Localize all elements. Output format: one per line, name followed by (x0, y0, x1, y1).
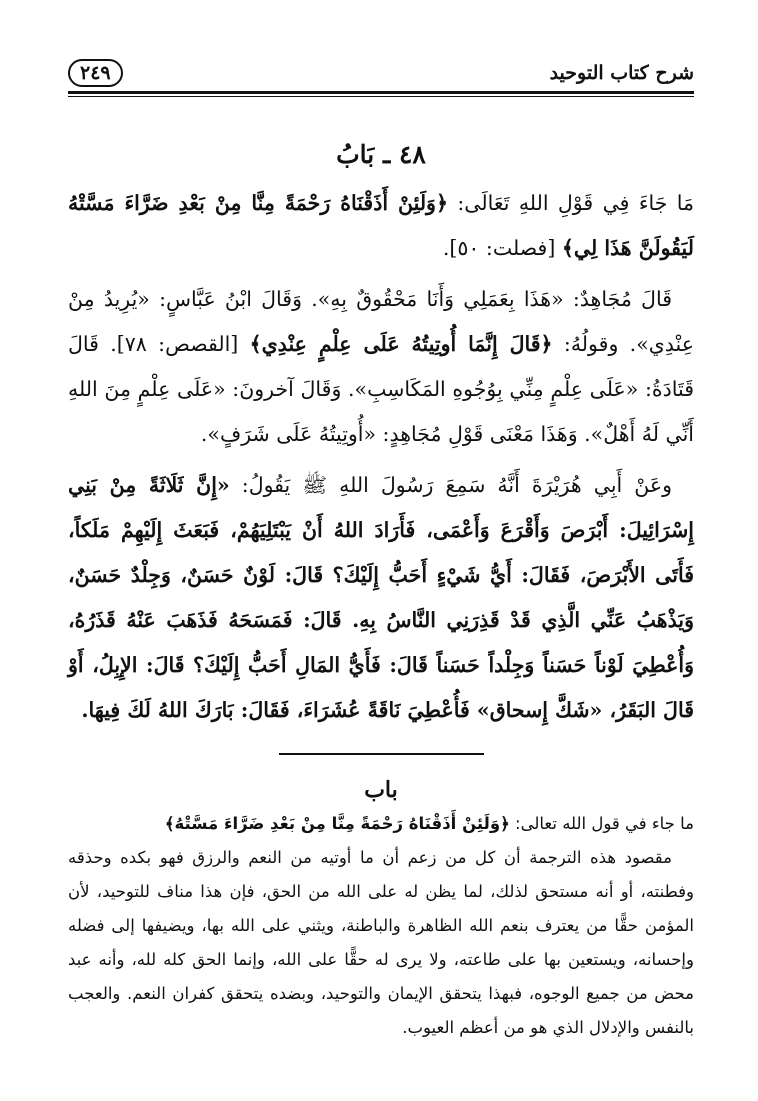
paragraph-mujahid-b: [القصص: ٧٨]. قَالَ قَتَادَةُ: «عَلَى عِلْمٍ مِنِّي بِوُجُوهِ المَكَاسِبِ». وَقَالَ آخرونَ: «عَلَى عِلْمٍ مِنَ اللهِ أَنِّي لَهُ أَهْلٌ». وَهَذَا مَعْنَى قَوْلِ مُجَاهِدٍ: «أُوتِيتُهُ عَلَى شَرَفٍ». (68, 332, 694, 446)
section-separator (279, 753, 484, 755)
paragraph-hadith-text: «إِنَّ ثَلَاثَةً مِنْ بَنِي إِسْرَائِيلَ: أَبْرَصَ وَأَقْرَعَ وَأَعْمَى، فَأَرَادَ اللهُ أَنْ يَبْتَلِيَهُمْ، فَبَعَثَ إِلَيْهِمْ مَلَكاً، فَأَتَى الأَبْرَصَ، فَقَالَ: أَيُّ شَيْءٍ أَحَبُّ إِلَيْكَ؟ قَالَ: لَوْنٌ حَسَنٌ، وَجِلْدٌ حَسَنٌ، وَيَذْهَبُ عَنِّي الَّذِي قَدْ قَذِرَنِي النَّاسُ بِهِ. قَالَ: فَمَسَحَهُ فَذَهَبَ عَنْهُ قَذَرُهُ، وَأُعْطِيَ لَوْناً حَسَناً وَجِلْداً حَسَناً قَالَ: فَأَيُّ المَالِ أَحَبُّ إِلَيْكَ؟ قَالَ: الإِبِلُ، أَوْ قَالَ البَقَرُ، «شَكَّ إِسحاق» فَأُعْطِيَ نَاقَةً عُشَرَاءَ، فَقَالَ: بَارَكَ اللهُ لَكَ فِيهَا. (68, 473, 694, 722)
commentary-text: مقصود هذه الترجمة أن كل من زعم أن ما أوتيه من النعم والرزق فهو بكده وحذقه وفطنته، أو أنه مستحق لذلك، لما يظن له على الله من الحق، فإن هذا مناف للتوحيد، لأن المؤمن حقًّا من يعترف بنعم الله الظاهرة والباطنة، ويثني على الله بها، ويضيفها إلى فضله وإحسانه، ويستعين بها على طاعته، ولا يرى له حقًّا على الله، وإنما الحق كله لله، وأنه عبد محض من جميع الوجوه، فبهذا يتحقق الإيمان والتوحيد، وبضده يتحقق كفران النعم. والعجب بالنفس والإدلال الذي هو من أعظم العيوب. (68, 848, 694, 1037)
chapter-heading-intro: مَا جَاءَ فِي قَوْلِ اللهِ تَعَالَى: (457, 191, 694, 215)
running-title: شرح كتاب التوحيد (549, 62, 694, 84)
header-rule-thin (68, 96, 694, 97)
paragraph-mujahid-verse: ﴿قَالَ إِنَّمَا أُوتِيتُهُ عَلَى عِلْمٍ عِنْدِي﴾ (249, 332, 553, 356)
paragraph-hadith (68, 463, 694, 733)
page-number: ٢٤٩ (68, 59, 123, 87)
chapter-heading-ref: [فصلت: ٥٠]. (442, 236, 556, 260)
chapter-heading-verse: ﴿وَلَئِنْ أَذَقْنَاهُ رَحْمَةً مِنَّا مِنْ بَعْدِ ضَرَّاءَ مَسَّتْهُ لَيَقُولَنَّ هَذَا لِي﴾ (68, 191, 694, 260)
commentary-heading-intro: ما جاء في قول الله تعالى: (515, 814, 694, 833)
page-content (68, 140, 694, 1045)
header-rule-thick (68, 91, 694, 94)
paragraph-hadith-intro: وعَنْ أَبِي هُرَيْرَةَ أَنَّهُ سَمِعَ رَسُولَ اللهِ ﷺ يَقُولُ: (241, 473, 673, 497)
commentary-heading-verse: ﴿وَلَئِنْ أَذَقْنَاهُ رَحْمَةً مِنَّا مِنْ بَعْدِ ضَرَّاءَ مَسَّتْهُ﴾ (164, 814, 510, 833)
chapter-heading (68, 181, 694, 271)
commentary-title: باب (364, 777, 398, 803)
page-header (68, 58, 694, 88)
paragraph-mujahid (68, 277, 694, 457)
paragraph-mujahid-a: قَالَ مُجَاهِدٌ: «هَذَا بِعَمَلِي وَأَنَا مَحْقُوقٌ بِهِ». وَقَالَ ابْنُ عَبَّاسٍ: «يُرِيدُ مِنْ عِنْدِي». وقولُهُ: (68, 287, 694, 356)
commentary-heading (68, 807, 694, 841)
chapter-title: ٤٨ ـ بَابُ (336, 140, 426, 169)
